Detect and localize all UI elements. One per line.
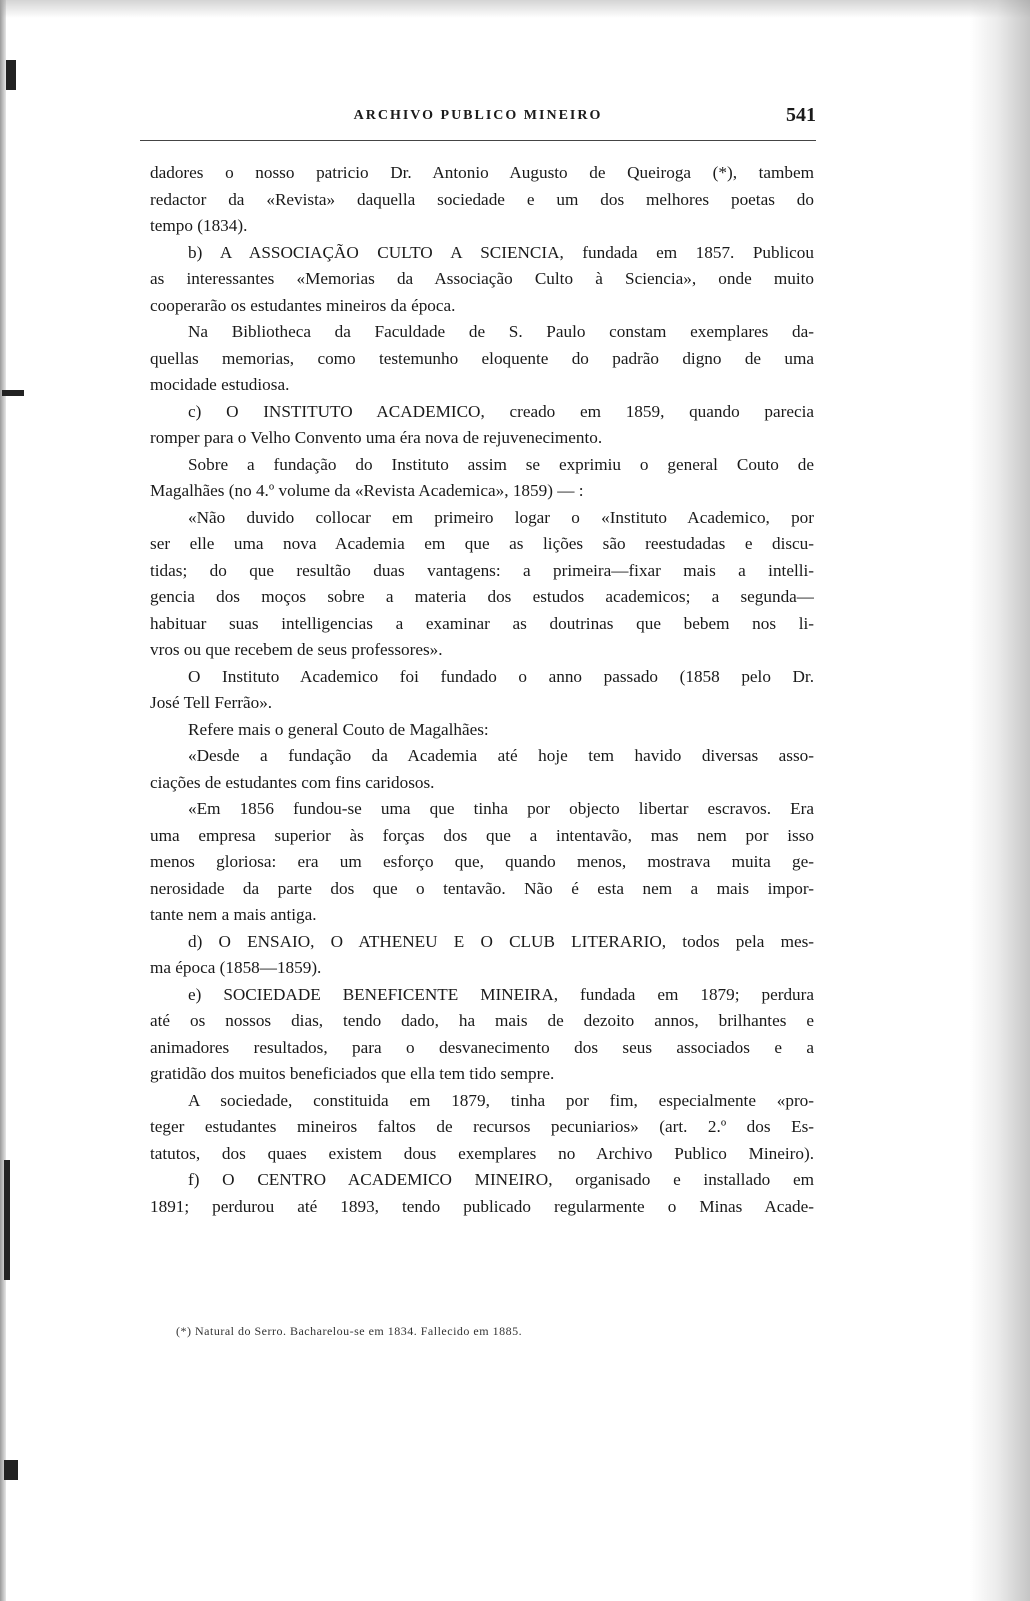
running-title: ARCHIVO PUBLICO MINEIRO (353, 108, 603, 123)
text-line: até os nossos dias, tendo dado, ha mais de dezoito annos, brilhantes e (150, 1011, 814, 1030)
quote-line: «Desde a fundação da Academia até hoje tem havido diversas asso- (188, 746, 814, 765)
text-line: Sobre a fundação do Instituto assim se exprimiu o general Couto de (188, 454, 814, 474)
scan-speck (4, 1160, 10, 1280)
scan-speck (4, 1460, 18, 1480)
text-line: José Tell Ferrão». (150, 693, 273, 712)
quote-line: «Em 1856 fundou-se uma que tinha por objecto libertar escravos. Era (188, 799, 814, 818)
text-line: gratidão dos muitos beneficiados que ella tem tido sempre. (150, 1064, 555, 1083)
text-line: O Instituto Academico foi fundado o anno passado (1858 pelo Dr. (188, 666, 814, 686)
text-line: teger estudantes mineiros faltos de recursos pecuniarios» (art. 2.º dos Es- (150, 1117, 814, 1136)
footnote: (*) Natural do Serro. Bacharelou-se em 1834. Fallecido em 1885. (176, 1324, 523, 1338)
section-heading-c: c) O INSTITUTO ACADEMICO, creado em 1859, quando parecia (188, 401, 814, 421)
text-line: dadores o nosso patricio Dr. Antonio Augusto de Queiroga (*), tambem (150, 163, 814, 182)
quote-line: uma empresa superior às forças dos que a intentavão, mas nem por isso (150, 825, 814, 845)
text-line: redactor da «Revista» daquella sociedade e um dos melhores poetas do (150, 189, 814, 209)
section-heading-b: b) A ASSOCIAÇÃO CULTO A SCIENCIA, fundada em 1857. Publicou (188, 242, 814, 262)
text-line: as interessantes «Memorias da Associação Culto à Sciencia», onde muito (150, 269, 814, 288)
section-heading-e: e) SOCIEDADE BENEFICENTE MINEIRA, fundada em 1879; perdura (188, 984, 814, 1004)
page-number: 541 (786, 104, 816, 126)
page-edge-left (0, 0, 6, 1601)
text-line: 1891; perdurou até 1893, tendo publicado regularmente o Minas Acade- (150, 1196, 814, 1216)
quote-line: nerosidade da parte dos que o tentavão. Não é esta nem a mais impor- (150, 878, 814, 898)
running-header (140, 104, 816, 134)
quote-line: ciações de estudantes com fins caridosos. (150, 772, 435, 792)
text-line: Magalhães (no 4.º volume da «Revista Academica», 1859) — : (150, 481, 584, 500)
text-line: Refere mais o general Couto de Magalhães: (188, 719, 489, 739)
section-heading-d: d) O ENSAIO, O ATHENEU E O CLUB LITERARIO, todos pela mes- (188, 931, 814, 951)
section-heading-f: f) O CENTRO ACADEMICO MINEIRO, organisado e installado em (188, 1170, 814, 1189)
text-line: romper para o Velho Convento uma éra nova de rejuvenecimento. (150, 428, 603, 447)
quote-line: vros ou que recebem de seus professores». (150, 640, 443, 659)
text-line: Na Bibliotheca da Faculdade de S. Paulo constam exemplares da- (188, 322, 814, 341)
body-text (150, 160, 814, 1220)
scan-speck (2, 390, 24, 396)
quote-line: tidas; do que resultão duas vantagens: a primeira—fixar mais a intelli- (150, 560, 814, 580)
text-line: ma época (1858—1859). (150, 958, 322, 977)
page-edge-top (0, 0, 1030, 18)
quote-line: menos gloriosa: era um esforço que, quando menos, mostrava muita ge- (150, 852, 814, 871)
text-line: tempo (1834). (150, 216, 248, 235)
text-line: animadores resultados, para o desvanecimento dos seus associados e a (150, 1037, 814, 1057)
scan-speck (6, 60, 16, 90)
text-line: A sociedade, constituida em 1879, tinha por fim, especialmente «pro- (188, 1090, 814, 1110)
quote-line: habituar suas intelligencias a examinar as doutrinas que bebem nos li- (150, 613, 814, 633)
text-line: mocidade estudiosa. (150, 375, 290, 394)
text-line: quellas memorias, como testemunho eloquente do padrão digno de uma (150, 348, 814, 368)
text-line: tatutos, dos quaes existem dous exemplares no Archivo Publico Mineiro). (150, 1143, 814, 1163)
quote-line: ser elle uma nova Academia em que as lições são reestudadas e discu- (150, 534, 814, 553)
header-rule (140, 140, 816, 141)
text-line: cooperarão os estudantes mineiros da época. (150, 295, 456, 315)
quote-line: gencia dos moços sobre a materia dos estudos academicos; a segunda— (150, 587, 814, 606)
quote-line: tante nem a mais antiga. (150, 905, 317, 924)
quote-line: «Não duvido collocar em primeiro logar o «Instituto Academico, por (188, 507, 814, 527)
page-edge-right (970, 0, 1030, 1601)
